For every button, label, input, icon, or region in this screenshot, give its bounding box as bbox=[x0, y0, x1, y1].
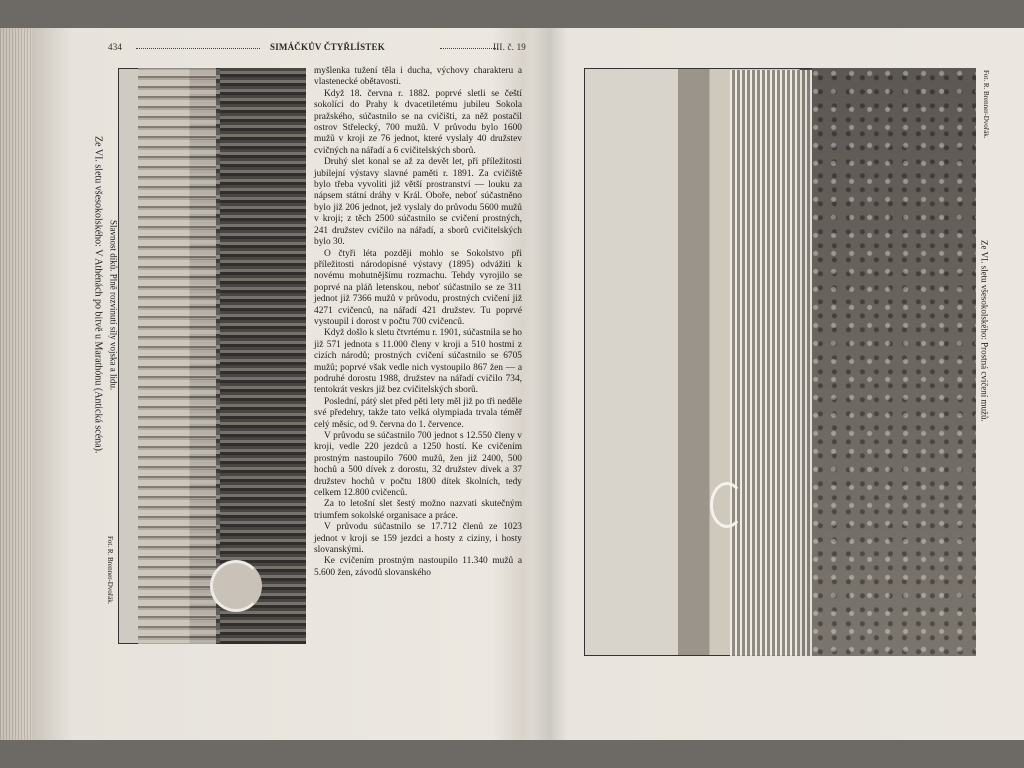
header-dotted-rule-left bbox=[136, 48, 260, 49]
paragraph: O čtyři léta později mohlo se Sokolstvo při příležitosti národopisné výstavy (1895) odvážiti k novému mohutnějšímu rozmachu. Tehdy vyrojilo se poprvé na pláň letenskou, neboť súčastnilo se ze 311 jednot již 7366 mužů v průvodu, prostných cvičení již 4271 cvičenců, na nářadí 421 družstev. Tu poprvé vystoupil i dorost v počtu 700 cvičenců. bbox=[314, 248, 522, 327]
paragraph: Když 18. června r. 1882. poprvé sletli se čeští sokolíci do Prahy k dvacetiletému jubileu Sokola pražského, súčastnilo se na cvičišti, za něž postačil ostrov Střelecký, 700 mužů. V průvodu bylo 1600 mužů v kroji ze 76 jednot, které vyslaly 40 družstev cvičných na nářadí a 6 cvičitelských sborů. bbox=[314, 88, 522, 156]
stadium-arch bbox=[710, 482, 744, 528]
paragraph: myšlenka tužení těla i ducha, výchovy charakteru a vlastenecké obětavosti. bbox=[314, 66, 522, 88]
header-dotted-rule-right bbox=[440, 48, 498, 49]
paragraph: Druhý slet konal se až za devět let, při příležitosti jubilejní výstavy slavné paměti r. 1891. Za cvičiště bylo třeba vyvoliti již větší prostranství — louku za nápsem státní dráhy v Král. Oboře, neboť súčastněno bylo již 206 jednot, jež vyslaly do průvodu 5600 mužů v kroji; z těch 2500 súčastnilo se cvičení prostných, 241 družstev cvičilo na nářadí, a sborů cvičitelských bylo 30. bbox=[314, 157, 522, 248]
paragraph: V průvodu se súčastnilo 700 jednot s 12.550 členy v kroji, vedle 220 jezdců a 1250 hostí. Ke cvičením prostným nastoupilo 7600 mužů, žen již 2400, 500 hochů a 500 dívek z dorostu, 32 družstev dívek a 37 družstev hochů v počtu 1800 dítek školních, tedy celkem 12.800 cvičenců. bbox=[314, 431, 522, 499]
stadium-crowd bbox=[220, 68, 306, 644]
book-gutter bbox=[532, 28, 568, 740]
stadium-field bbox=[138, 68, 216, 644]
spectator-stand bbox=[812, 68, 976, 656]
stadium-photo-right bbox=[584, 68, 976, 656]
left-photo-credit: Fot. R. Brenner-Dvořák. bbox=[106, 536, 115, 605]
paragraph: V průvodu súčastnilo se 17.712 členů ze 1023 jednot v kroji se 159 jezdci a hosty z ciziny, i hosty slovanskými. bbox=[314, 522, 522, 556]
right-photo-credit: Fot. R. Brenner-Dvořák. bbox=[982, 70, 991, 139]
paragraph: Ke cvičením prostným nastoupilo 11.340 mužů a 5.600 žen, závodů slovanského bbox=[314, 556, 522, 578]
left-photo-caption-line2: Slavnost díků. Plně rozvinutí síly vojska a lidu. bbox=[108, 220, 119, 391]
issue-label: III. č. 19 bbox=[493, 42, 526, 52]
paragraph: Za to letošní slet šestý možno nazvati skutečným triumfem sokolské organisace a práce. bbox=[314, 499, 522, 521]
paragraph: Poslední, pátý slet před pěti lety měl již po tři neděle své předehry, takže tato velká olympiada trvala téměř celý měsíc, od 9. června do 1. července. bbox=[314, 396, 522, 430]
page-number: 434 bbox=[108, 42, 123, 52]
article-body bbox=[314, 66, 522, 579]
book-page-edges bbox=[0, 28, 32, 740]
right-photo-caption: Ze VI. sletu všesokolského: Prostná cvičení mužů. bbox=[979, 240, 990, 422]
gymnast-rows bbox=[730, 70, 818, 656]
stadium-arch bbox=[210, 560, 262, 612]
stadium-photo-left bbox=[118, 68, 306, 644]
paragraph: Když došlo k sletu čtvrtému r. 1901, súčastnila se ho již 571 jednota s 11.000 členy v kroji a 510 hostmi z cizích národů; prostných cvičení súčastnilo se 6705 mužů; poprvé však vedle nich vystoupilo 867 žen — a podruhé dorostu 1988, družstev na nářadí cvičilo 734, tentokrát veskrs již bez cvičitelských sborů. bbox=[314, 328, 522, 396]
magazine-title: SIMÁČKŮV ČTYŘLÍSTEK bbox=[270, 42, 385, 52]
running-header bbox=[108, 42, 526, 56]
left-photo-caption-line1: Ze VI. sletu všesokolského: V Athénách po bitvě u Marathónu (Antická scéna). bbox=[92, 136, 104, 454]
